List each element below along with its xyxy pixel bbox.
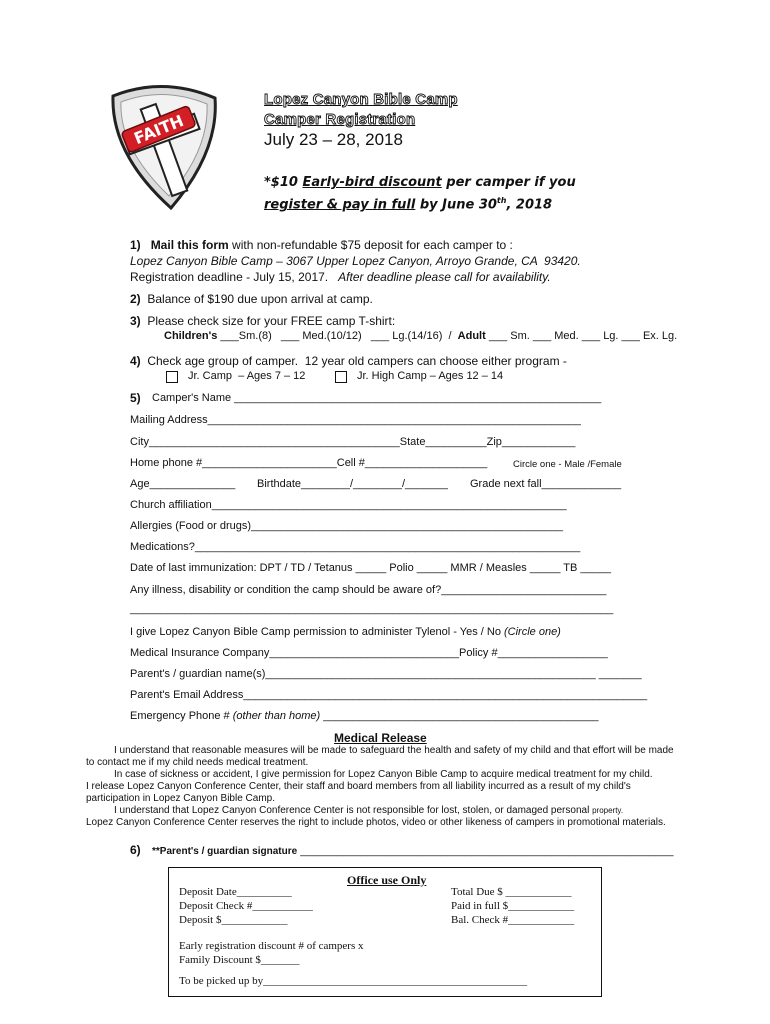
age-field[interactable]: Age______________ bbox=[130, 478, 236, 490]
step6-number: 6) bbox=[130, 843, 141, 857]
guardian-name-field[interactable]: Parent's / guardian name(s)______________________________________________________ _______ bbox=[130, 668, 642, 680]
form-title: Camper Registration bbox=[264, 111, 416, 128]
faith-text: FAITH bbox=[131, 111, 187, 149]
jr-high-camp-label: Jr. High Camp – Ages 12 – 14 bbox=[357, 370, 504, 382]
deposit-amount-field[interactable]: Deposit $____________ bbox=[179, 914, 288, 926]
camp-title: Lopez Canyon Bible Camp bbox=[264, 91, 458, 108]
paid-in-full-field[interactable]: Paid in full $____________ bbox=[451, 900, 575, 912]
step4-line: 4) Check age group of camper. 12 year old campers can choose either program - bbox=[130, 354, 567, 368]
jr-camp-checkbox[interactable] bbox=[166, 371, 178, 383]
immunization-field[interactable]: Date of last immunization: DPT / TD / Tetanus _____ Polio _____ MMR / Measles _____ TB _____ bbox=[130, 562, 612, 574]
faith-shield-logo bbox=[103, 82, 223, 212]
camp-address: Lopez Canyon Bible Camp – 3067 Upper Lopez Canyon, Arroyo Grande, CA 93420. bbox=[130, 254, 581, 268]
medical-para4: I understand that Lopez Canyon Conference Center is not responsible for lost, stolen, or damaged personal property. bbox=[114, 805, 624, 816]
allergies-field[interactable]: Allergies (Food or drugs)___________________________________________________ bbox=[130, 520, 564, 532]
medications-field[interactable]: Medications?_______________________________________________________________ bbox=[130, 541, 581, 553]
registration-deadline: Registration deadline - July 15, 2017. After deadline please call for availability. bbox=[130, 270, 551, 284]
tshirt-sizes[interactable]: Children's ___Sm.(8) ___ Med.(10/12) ___ Lg.(14/16) / Adult ___ Sm. ___ Med. ___ Lg. ___ Ex. Lg. bbox=[164, 330, 678, 342]
step5-number: 5) bbox=[130, 391, 141, 405]
medical-para1b: to contact me if my child needs medical treatment. bbox=[86, 757, 309, 768]
step2-line: 2) Balance of $190 due upon arrival at camp. bbox=[130, 292, 373, 306]
city-state-zip-field[interactable]: City_________________________________________State__________Zip____________ bbox=[130, 436, 576, 448]
total-due-field[interactable]: Total Due $ ____________ bbox=[451, 886, 572, 898]
grade-field[interactable]: Grade next fall_____________ bbox=[470, 478, 622, 490]
phone-field[interactable]: Home phone #______________________Cell #____________________ bbox=[130, 457, 488, 469]
office-use-box bbox=[168, 867, 602, 997]
medical-para5: Lopez Canyon Conference Center reserves the right to include photos, video or other likeness of campers in promotional materials. bbox=[86, 817, 666, 828]
deposit-check-field[interactable]: Deposit Check #___________ bbox=[179, 900, 313, 912]
early-bird-promo-line2: register & pay in full by June 30th, 2018 bbox=[264, 196, 553, 213]
medical-para3b: participation in Lopez Canyon Bible Camp. bbox=[86, 793, 275, 804]
deposit-date-field[interactable]: Deposit Date__________ bbox=[179, 886, 292, 898]
camp-dates: July 23 – 28, 2018 bbox=[264, 130, 403, 149]
medical-para2: In case of sickness or accident, I give permission for Lopez Canyon Bible Camp to acquire medical treatment for my child. bbox=[114, 769, 653, 780]
signature-field[interactable]: **Parent's / guardian signature _____________________________________________________________ bbox=[152, 845, 674, 857]
family-discount-field[interactable]: Family Discount $_______ bbox=[179, 954, 300, 966]
jr-high-camp-checkbox[interactable] bbox=[335, 371, 347, 383]
illness-field-line2[interactable]: _______________________________________________________________________________ bbox=[130, 603, 614, 615]
early-bird-promo-line1: *$10 Early-bird discount per camper if you bbox=[264, 175, 576, 190]
jr-camp-label: Jr. Camp – Ages 7 – 12 bbox=[188, 370, 306, 382]
church-field[interactable]: Church affiliation__________________________________________________________ bbox=[130, 499, 567, 511]
office-use-title: Office use Only bbox=[347, 873, 427, 887]
bal-check-field[interactable]: Bal. Check #____________ bbox=[451, 914, 575, 926]
guardian-email-field[interactable]: Parent's Email Address__________________________________________________________________ bbox=[130, 689, 648, 701]
birthdate-field[interactable]: Birthdate________/________/_______ bbox=[257, 478, 448, 490]
campers-name-field[interactable]: Camper's Name ____________________________________________________________ bbox=[152, 392, 602, 404]
tylenol-permission[interactable]: I give Lopez Canyon Bible Camp permission to administer Tylenol - Yes / No (Circle one) bbox=[130, 626, 561, 638]
picked-up-by-field[interactable]: To be picked up by________________________________________________ bbox=[179, 975, 528, 987]
medical-release-title: Medical Release bbox=[334, 731, 427, 745]
step3-line: 3) Please check size for your FREE camp T-shirt: bbox=[130, 314, 396, 328]
mailing-address-field[interactable]: Mailing Address_____________________________________________________________ bbox=[130, 414, 581, 426]
gender-select[interactable]: Circle one - Male /Female bbox=[513, 459, 622, 470]
medical-para1a: I understand that reasonable measures will be made to safeguard the health and safety of my child and that effort will be made bbox=[114, 745, 674, 756]
insurance-field[interactable]: Medical Insurance Company_______________________________Policy #__________________ bbox=[130, 647, 608, 659]
emergency-phone-field[interactable]: Emergency Phone # (other than home) _____________________________________________ bbox=[130, 710, 599, 722]
illness-field[interactable]: Any illness, disability or condition the camp should be aware of?___________________________ bbox=[130, 584, 607, 596]
early-registration-field[interactable]: Early registration discount # of campers x bbox=[179, 940, 364, 952]
medical-para3a: I release Lopez Canyon Conference Center, their staff and board members from all liability incurred as a result of my child's bbox=[86, 781, 631, 792]
step1-line: 1) Mail this form with non-refundable $75 deposit for each camper to : bbox=[130, 238, 513, 252]
